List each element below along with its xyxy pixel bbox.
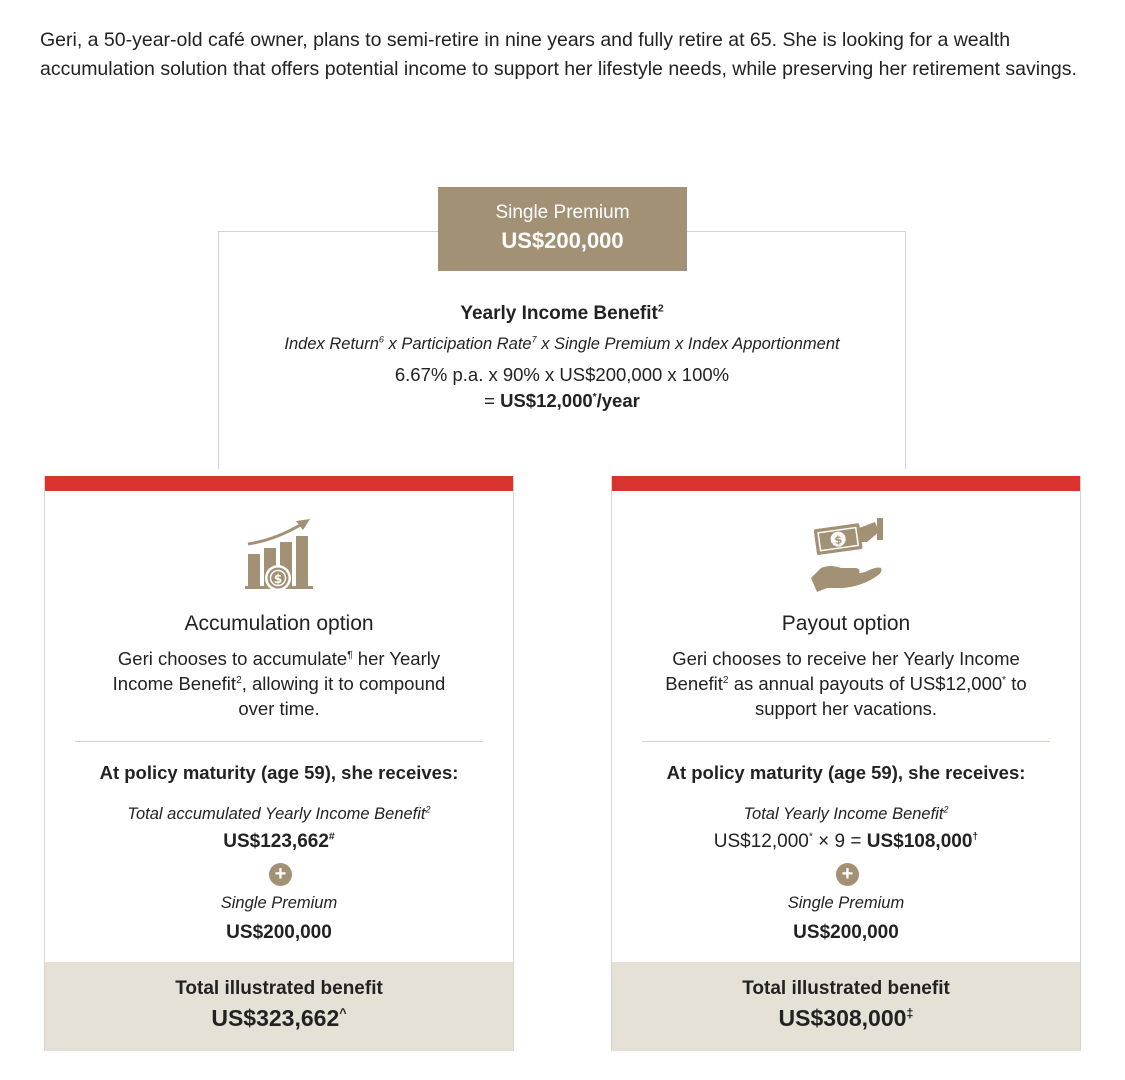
accumulated-benefit-label: Total accumulated Yearly Income Benefit$^2$ bbox=[127, 804, 431, 823]
single-premium-label: Single Premium bbox=[787, 894, 905, 912]
card-description: Geri chooses to receive her Yearly Income Benefit$^2$ as annual payouts of US$12,000* to support her vacations. bbox=[665, 648, 1027, 719]
total-benefit-panel bbox=[612, 962, 1080, 1051]
single-premium-amount: US$200,000 bbox=[793, 922, 899, 943]
intro-paragraph: Geri, a 50-year-old café owner, plans to semi-retire in nine years and fully retire at 65. She is looking for a wealth accumulation solution that offers potential income to support her lifestyle needs, while preserving her retirement savings. bbox=[40, 29, 1077, 80]
premium-amount: US$200,000 bbox=[501, 228, 624, 253]
yearly-income-formula bbox=[218, 303, 906, 412]
svg-text:$: $ bbox=[273, 572, 283, 586]
card-title: Accumulation option bbox=[184, 612, 374, 635]
premium-label: Single Premium bbox=[495, 202, 630, 223]
card-accent-bar bbox=[45, 476, 513, 491]
hand-receiving-money-icon bbox=[807, 516, 887, 596]
plus-icon: + bbox=[836, 863, 859, 886]
total-benefit-amount: US$308,000‡ bbox=[778, 1005, 914, 1031]
single-premium-box bbox=[438, 187, 687, 271]
total-benefit-label: Total illustrated benefit bbox=[175, 978, 383, 999]
svg-text:$: $ bbox=[833, 533, 843, 548]
payout-option-card bbox=[611, 476, 1081, 1051]
formula-expression: Index Return$^6$ x Participation Rate$^7$ x Single Premium x Index Apportionment bbox=[284, 334, 840, 353]
payout-calculation: US$12,000* × 9 = US$108,000† bbox=[713, 831, 979, 852]
card-title: Payout option bbox=[781, 612, 911, 635]
bar-chart-growth-dollar-icon bbox=[240, 516, 320, 596]
formula-result: = US$12,000*/year bbox=[484, 390, 640, 411]
maturity-heading: At policy maturity (age 59), she receives: bbox=[666, 762, 1026, 783]
card-accent-bar bbox=[612, 476, 1080, 491]
accumulation-option-card bbox=[44, 476, 514, 1051]
total-benefit-label: Total illustrated benefit bbox=[742, 978, 950, 999]
total-benefit-amount: US$323,662^ bbox=[211, 1005, 347, 1031]
divider bbox=[642, 741, 1050, 742]
maturity-heading: At policy maturity (age 59), she receives: bbox=[99, 762, 459, 783]
total-benefit-panel bbox=[45, 962, 513, 1051]
accumulated-benefit-amount: US$123,662# bbox=[223, 831, 335, 852]
divider bbox=[75, 741, 483, 742]
single-premium-label: Single Premium bbox=[220, 894, 338, 912]
formula-calculation: 6.67% p.a. x 90% x US$200,000 x 100% bbox=[394, 364, 730, 385]
single-premium-amount: US$200,000 bbox=[226, 922, 332, 943]
formula-title: Yearly Income Benefit$^2$ bbox=[460, 303, 664, 324]
plus-icon: + bbox=[269, 863, 292, 886]
total-benefit-label: Total Yearly Income Benefit$^2$ bbox=[743, 804, 949, 823]
card-description: Geri chooses to accumulate¶ her Yearly Income Benefit$^2$, allowing it to compound over time. bbox=[112, 648, 446, 719]
